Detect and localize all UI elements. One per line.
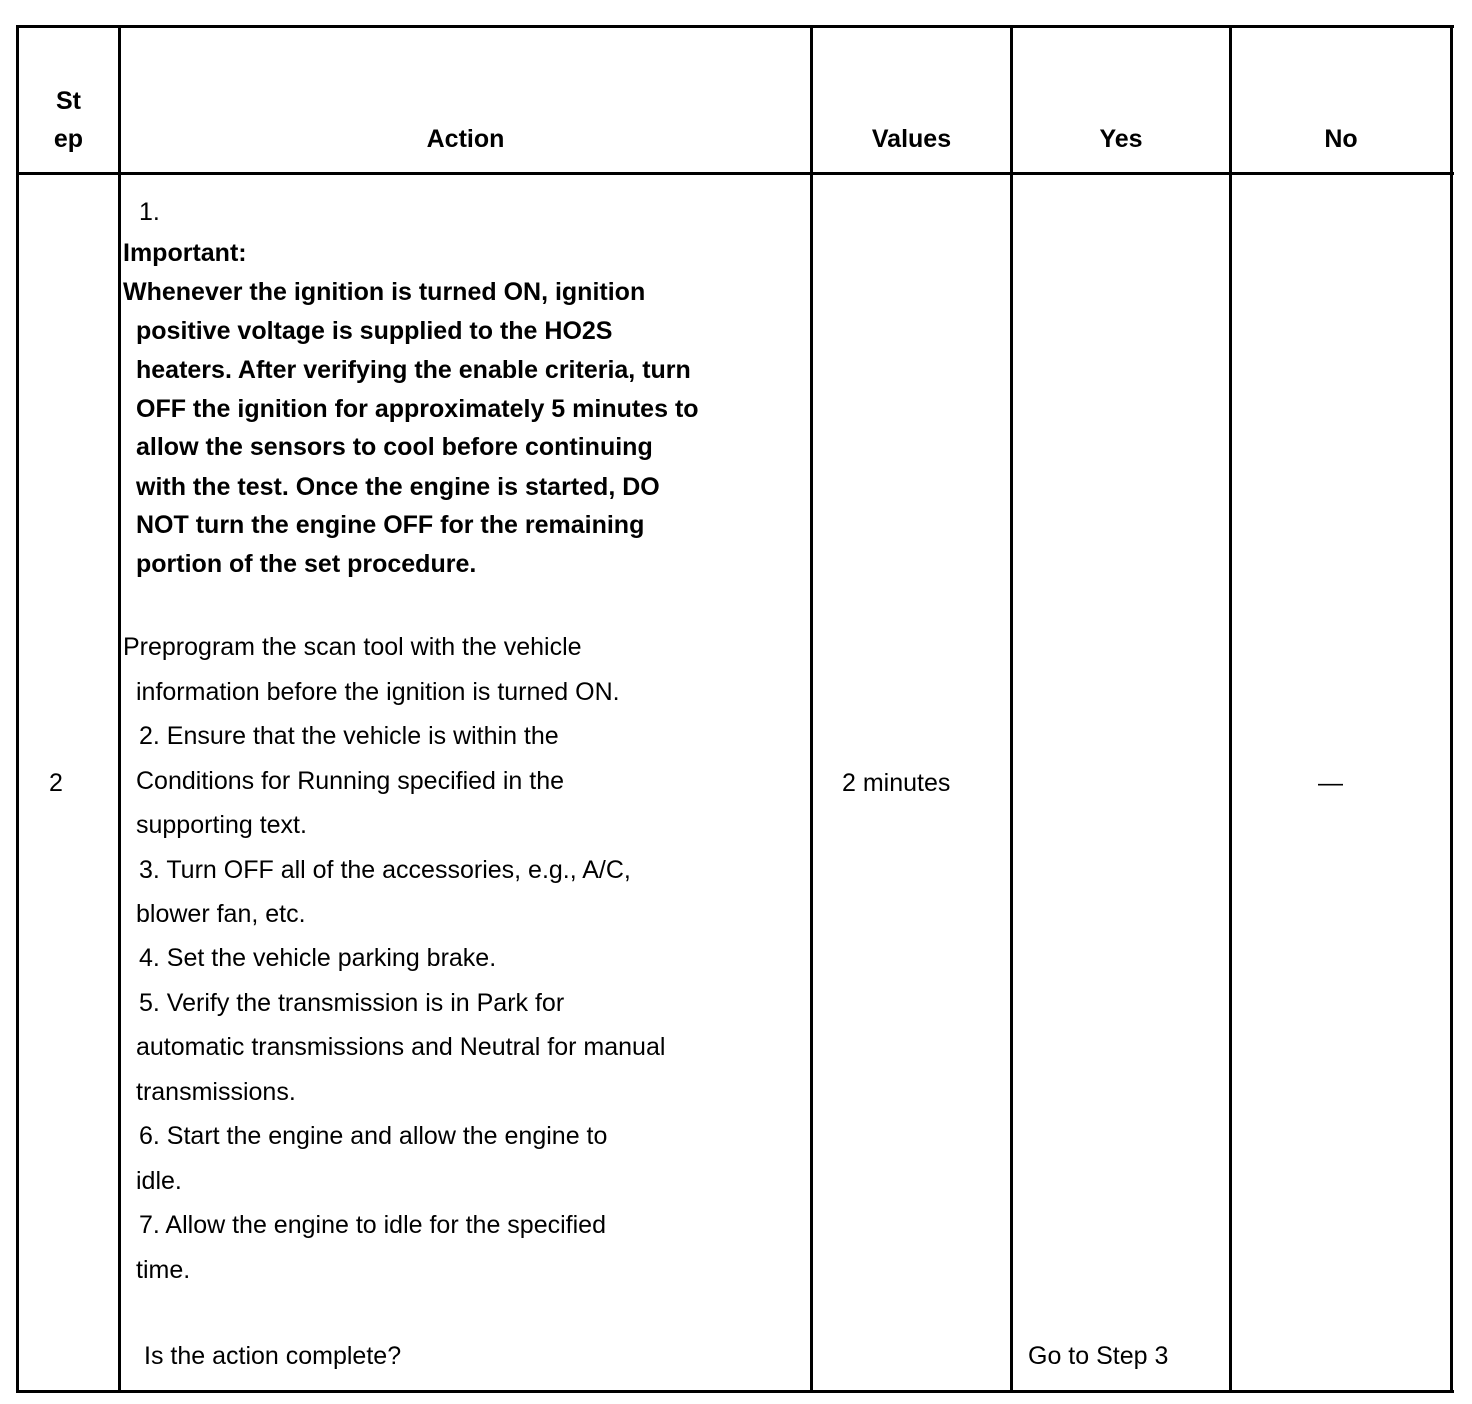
important-line: OFF the ignition for approximately 5 minutes to xyxy=(136,395,699,423)
item5-line: transmissions. xyxy=(136,1078,296,1106)
important-line: NOT turn the engine OFF for the remaining xyxy=(136,511,645,539)
no-cell: — xyxy=(1318,769,1343,797)
column-divider-yes xyxy=(1229,25,1232,1393)
header-divider xyxy=(16,172,1454,175)
header-values: Values xyxy=(871,125,952,153)
step-number: 2 xyxy=(49,769,63,797)
item3-line: 3. Turn OFF all of the accessories, e.g., A/C, xyxy=(139,856,631,884)
item5-line: automatic transmissions and Neutral for manual xyxy=(136,1033,666,1061)
column-divider-values xyxy=(1010,25,1013,1393)
column-divider-action xyxy=(810,25,813,1393)
values-cell: 2 minutes xyxy=(842,769,951,797)
table-border-top xyxy=(16,25,1454,28)
item6-line: idle. xyxy=(136,1167,182,1195)
column-divider-step xyxy=(118,25,121,1393)
item3-line: blower fan, etc. xyxy=(136,900,306,928)
item6-line: 6. Start the engine and allow the engine to xyxy=(139,1122,608,1150)
yes-cell: Go to Step 3 xyxy=(1028,1342,1169,1370)
header-step-line2: ep xyxy=(53,125,84,153)
table-border-left xyxy=(16,25,19,1393)
item7-line: time. xyxy=(136,1256,191,1284)
item4-line: 4. Set the vehicle parking brake. xyxy=(139,944,497,972)
action-question: Is the action complete? xyxy=(144,1342,402,1370)
important-line: with the test. Once the engine is started, DO xyxy=(136,473,660,501)
important-line: allow the sensors to cool before continuing xyxy=(136,433,653,461)
important-line: portion of the set procedure. xyxy=(136,550,477,578)
item1-number: 1. xyxy=(139,198,160,226)
item1-line: information before the ignition is turned ON. xyxy=(136,678,620,706)
item2-line: supporting text. xyxy=(136,811,307,839)
item1-line: Preprogram the scan tool with the vehicle xyxy=(123,633,582,661)
important-line: heaters. After verifying the enable criteria, turn xyxy=(136,356,691,384)
item5-line: 5. Verify the transmission is in Park for xyxy=(139,989,565,1017)
item2-line: 2. Ensure that the vehicle is within the xyxy=(139,722,559,750)
table-border-bottom xyxy=(16,1390,1454,1393)
table-border-right xyxy=(1450,25,1453,1393)
header-yes: Yes xyxy=(1099,125,1143,153)
header-action: Action xyxy=(426,125,505,153)
header-no: No xyxy=(1324,125,1358,153)
item2-line: Conditions for Running specified in the xyxy=(136,767,565,795)
item7-line: 7. Allow the engine to idle for the specified xyxy=(139,1211,606,1239)
important-line: positive voltage is supplied to the HO2S xyxy=(136,317,613,345)
important-label: Important: xyxy=(123,239,247,267)
important-line: Whenever the ignition is turned ON, ignition xyxy=(123,278,646,306)
header-step-line1: St xyxy=(56,87,81,115)
